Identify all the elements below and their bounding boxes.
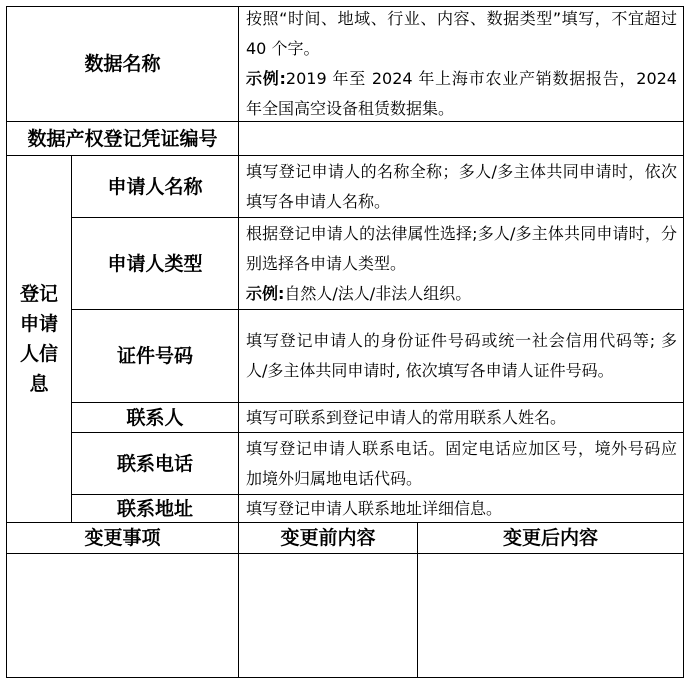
contact-person-label: 联系人 [71, 402, 239, 433]
change-item-cell[interactable] [6, 553, 239, 678]
applicant-name-description: 填写登记申请人的名称全称；多人/多主体共同申请时，依次填写各申请人名称。 [238, 155, 684, 218]
contact-address-label: 联系地址 [71, 494, 239, 523]
id-number-label: 证件号码 [71, 309, 239, 403]
data-name-label: 数据名称 [6, 6, 239, 122]
example-label: 示例: [246, 283, 285, 303]
contact-person-description: 填写可联系到登记申请人的常用联系人姓名。 [238, 402, 684, 433]
change-item-header: 变更事项 [6, 522, 239, 554]
certificate-number-value[interactable] [238, 121, 684, 156]
before-content-cell[interactable] [238, 553, 418, 678]
id-number-description: 填写登记申请人的身份证件号码或统一社会信用代码等; 多人/多主体共同申请时, 依次填写各申请人证件号码。 [238, 309, 684, 403]
after-content-cell[interactable] [417, 553, 684, 678]
contact-address-description: 填写登记申请人联系地址详细信息。 [238, 494, 684, 523]
before-content-header: 变更前内容 [238, 522, 418, 554]
data-name-instruction: 按照“时间、地域、行业、内容、数据类型”填写，不宜超过 40 个字。 [246, 9, 677, 58]
after-content-header: 变更后内容 [417, 522, 684, 554]
applicant-info-group-label: 登记申请人信息 [6, 155, 72, 523]
certificate-number-label: 数据产权登记凭证编号 [6, 121, 239, 156]
applicant-type-example [246, 279, 677, 309]
applicant-type-label: 申请人类型 [71, 217, 239, 310]
contact-phone-description: 填写登记申请人联系电话。固定电话应加区号，境外号码应加境外归属地电话代码。 [238, 432, 684, 495]
contact-phone-label: 联系电话 [71, 432, 239, 495]
data-name-description [238, 6, 684, 122]
example-label: 示例: [246, 69, 286, 88]
example-text: 2019 年至 2024 年上海市农业产销数据报告，2024 年全国高空设备租赁数据集。 [246, 69, 677, 118]
applicant-name-label: 申请人名称 [71, 155, 239, 218]
data-name-example [246, 64, 677, 124]
applicant-type-description: 根据登记申请人的法律属性选择;多人/多主体共同申请时，分别选择各申请人类型。 示例:自然人/法人/非法人组织。 [238, 217, 684, 310]
example-text: 自然人/法人/非法人组织。 [284, 283, 472, 303]
registration-form [6, 6, 684, 678]
